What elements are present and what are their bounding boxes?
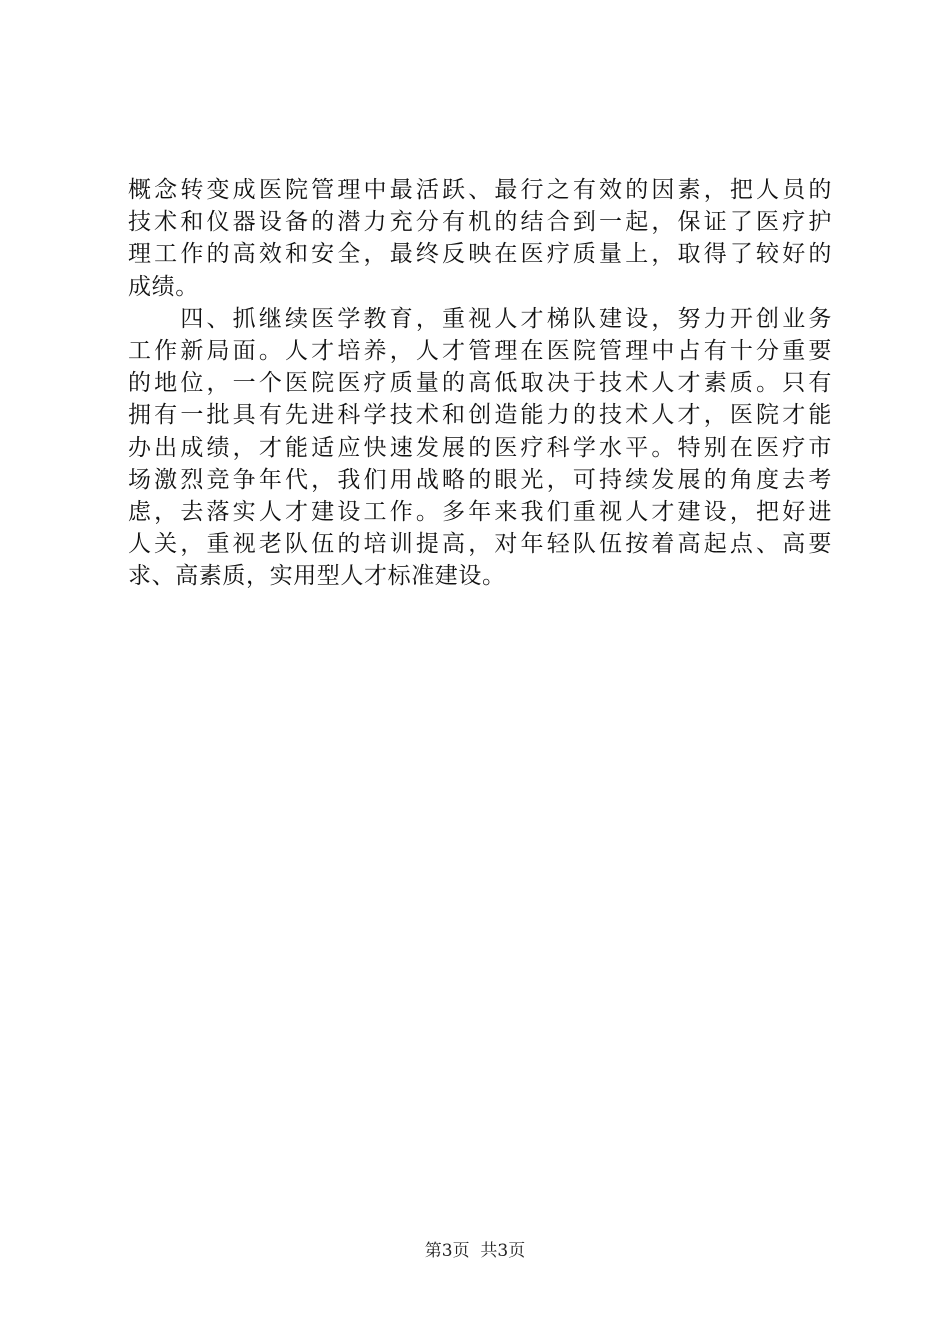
page-number: 第3页 共3页 [424, 1241, 526, 1261]
page-footer [0, 1240, 950, 1262]
text-line: 人关，重视老队伍的培训提高，对年轻队伍按着高起点、高要 [128, 531, 832, 558]
text-line: 理工作的高效和安全，最终反映在医疗质量上，取得了较好的 [128, 241, 832, 268]
text-line: 办出成绩，才能适应快速发展的医疗科学水平。特别在医疗市 [128, 434, 832, 461]
text-line: 的地位，一个医院医疗质量的高低取决于技术人才素质。只有 [128, 370, 832, 397]
text-line: 技术和仪器设备的潜力充分有机的结合到一起，保证了医疗护 [128, 209, 832, 236]
text-line: 概念转变成医院管理中最活跃、最行之有效的因素，把人员的 [128, 177, 832, 203]
text-line: 成绩。 [128, 273, 199, 300]
text-line: 场激烈竞争年代，我们用战略的眼光，可持续发展的角度去考 [128, 466, 832, 493]
text-line: 工作新局面。人才培养，人才管理在医院管理中占有十分重要 [128, 337, 832, 364]
text-line: 拥有一批具有先进科学技术和创造能力的技术人才，医院才能 [128, 402, 832, 429]
body-text [128, 174, 832, 592]
paragraph-start-line: 四、抓继续医学教育，重视人才梯队建设，努力开创业务 [128, 305, 832, 332]
text-line: 求、高素质，实用型人才标准建设。 [128, 563, 506, 590]
text-line: 虑，去落实人才建设工作。多年来我们重视人才建设，把好进 [128, 498, 832, 525]
